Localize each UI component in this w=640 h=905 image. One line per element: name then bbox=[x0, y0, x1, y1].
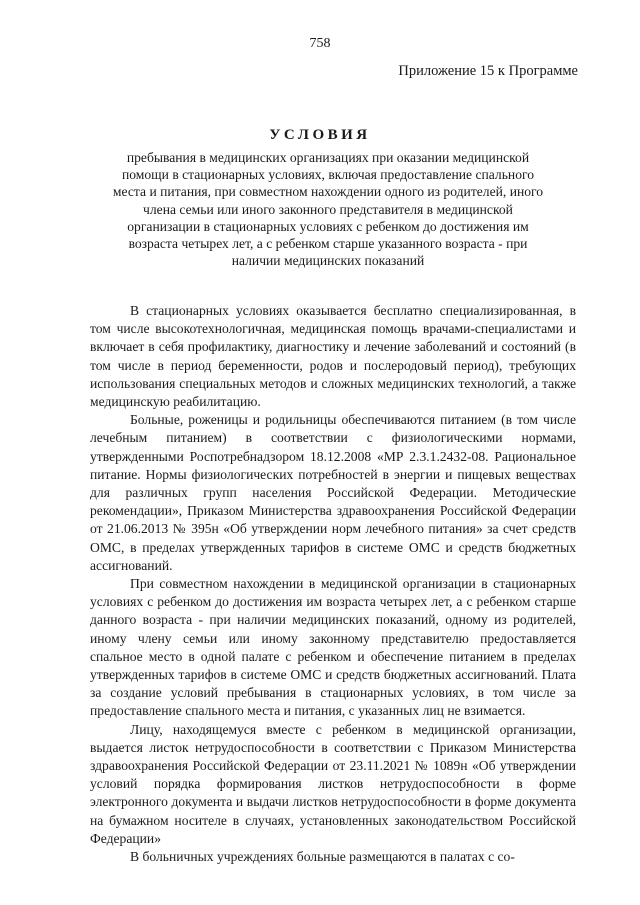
paragraph: Больные, роженицы и родильницы обеспечиваются питанием (в том числе лечебным питанием) в соответствии с физиологическими нормами, утвержденными Роспотребнадзором 18.12.2008 «МР 2.3.1.2432-08. Рациональное питание. Нормы физиологических потребностей в энергии и пищевых веществах для различных групп населения Российской Федерации. Методические рекомендации», Приказом Министерства здравоохранения Российской Федерации от 21.06.2013 № 395н «Об утверждении норм лечебного питания» за счет средств ОМС, в пределах утвержденных тарифов в системе ОМС и средств бюджетных ассигнований. bbox=[90, 412, 576, 573]
paragraph: При совместном нахождении в медицинской организации в стационарных условиях с ребенком до достижения им возраста четырех лет, а с ребенком старше данного возраста - при наличии медицинских показаний, одному из родителей, иному члену семьи или иному законному представителю предоставляется спальное место в одной палате с ребенком и обеспечение питанием в пределах утвержденных тарифов в системе ОМС и средств бюджетных ассигнований. Плата за создание условий пребывания в стационарных условиях, в том числе за предоставление спального места и питания, с указанных лиц не взимается. bbox=[90, 576, 576, 719]
appendix-label: Приложение 15 к Программе bbox=[398, 63, 578, 79]
paragraph: В стационарных условиях оказывается бесплатно специализированная, в том числе высокотехнологичная, медицинская помощь врачами-специалистами и включает в себя профилактику, диагностику и лечение заболеваний и состояний (в том числе в период беременности, родов и послеродовый период), требующих использования специальных методов и сложных медицинских технологий, а также медицинскую реабилитацию. bbox=[90, 303, 576, 410]
document-title: УСЛОВИЯ bbox=[269, 127, 371, 143]
paragraph: В больничных учреждениях больные размещаются в палатах с со- bbox=[130, 849, 515, 865]
page-number: 758 bbox=[309, 36, 331, 51]
document-body bbox=[90, 302, 576, 866]
paragraph: Лицу, находящемуся вместе с ребенком в медицинской организации, выдается листок нетрудоспособности в соответствии с Приказом Министерства здравоохранения Российской Федерации от 23.11.2021 № 1089н «Об утверждении условий порядка формирования листков нетрудоспособности в форме электронного документа и выдачи листков нетрудоспособности в форме документа на бумажном носителе в случаях, установленных законодательством Российской Федерации» bbox=[90, 721, 576, 846]
document-subtitle: пребывания в медицинских организациях при оказании медицинской помощи в стационарных условиях, включая предоставление спального места и питания, при совместном нахождении одного из родителей, иного члена семьи или иного законного представителя в медицинской организации в стационарных условиях с ребенком до достижения им возраста четырех лет, а с ребенком старше указанного возраста - при наличии медицинских показаний bbox=[112, 150, 544, 269]
